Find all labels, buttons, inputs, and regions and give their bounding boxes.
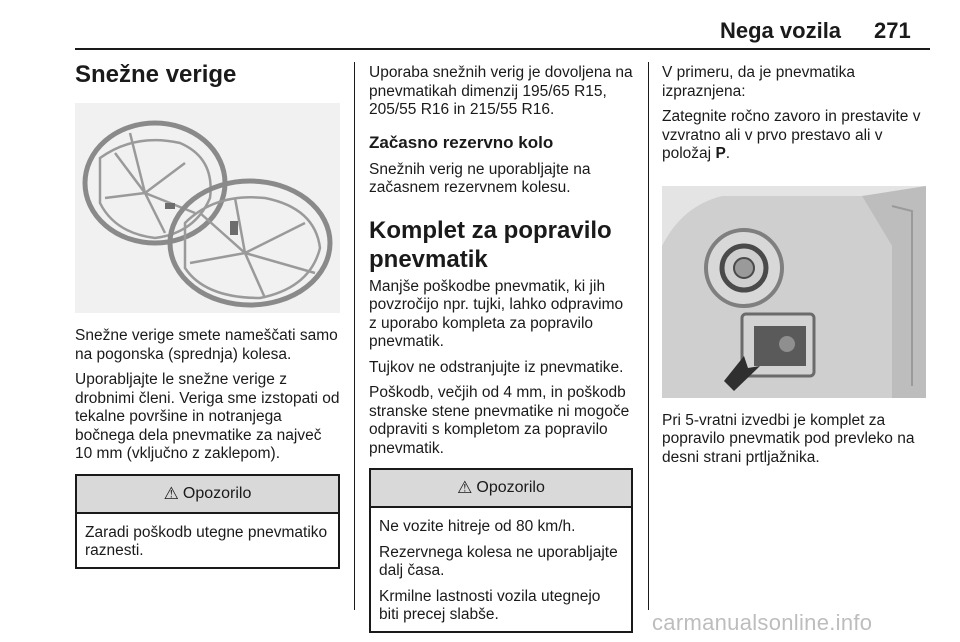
warning-triangle-icon: ⚠ bbox=[163, 483, 179, 503]
section-heading: Komplet za popravilo pnevmatik bbox=[369, 216, 612, 273]
trunk-repair-kit-illustration bbox=[662, 186, 926, 398]
paragraph: Snežne verige smete nameščati samo na pogonska (sprednja) kolesa. bbox=[75, 327, 338, 363]
paragraph bbox=[662, 108, 932, 164]
warning-text: Krmilne lastnosti vozila utegnejo biti precej slabše. bbox=[379, 587, 601, 623]
paragraph: Poškodb, večjih od 4 mm, in poškodb stranske stene pnevmatike ni mogoče odpraviti s kompletom za popravilo pnevmatik. bbox=[369, 384, 630, 457]
header-rule bbox=[75, 48, 930, 50]
warning-triangle-icon: ⚠ bbox=[457, 478, 473, 497]
warning-header bbox=[371, 470, 631, 508]
warning-header bbox=[77, 476, 338, 514]
warning-box bbox=[369, 468, 633, 633]
column-3 bbox=[662, 60, 932, 467]
paragraph: Uporaba snežnih verig je dovoljena na pnevmatikah dimenzij 195/65 R15, 205/55 R16 in 215/55 R16. bbox=[369, 64, 633, 118]
warning-text: Rezervnega kolesa ne uporabljajte dalj časa. bbox=[379, 543, 618, 579]
paragraph-text: Zategnite ročno zavoro in prestavite v vzvratno ali v prvo prestavo ali v položaj bbox=[662, 108, 921, 162]
warning-text: Zaradi poškodb utegne pnevmatiko raznesti. bbox=[85, 523, 328, 559]
warning-title: Opozorilo bbox=[182, 484, 252, 502]
column-divider bbox=[354, 62, 355, 610]
watermark: carmanualsonline.info bbox=[652, 610, 873, 635]
paragraph: V primeru, da je pnevmatika izpraznjena: bbox=[662, 64, 855, 100]
warning-box bbox=[75, 474, 340, 569]
warning-text: Ne vozite hitreje od 80 km/h. bbox=[379, 518, 576, 535]
gear-position-label: P bbox=[715, 145, 726, 162]
page-number: 271 bbox=[874, 18, 911, 43]
column-divider bbox=[648, 62, 649, 610]
warning-body bbox=[77, 514, 338, 567]
subheading: Začasno rezervno kolo bbox=[369, 132, 554, 152]
paragraph: Snežnih verig ne uporabljajte na začasnem rezervnem kolesu. bbox=[369, 160, 591, 196]
paragraph: Uporabljajte le snežne verige z drobnimi členi. Veriga sme izstopati od tekalne površine in notranjega bočnega dela pnevmatike za največ 10 mm (vključno z zaklepom). bbox=[75, 371, 340, 462]
warning-body bbox=[371, 508, 631, 631]
paragraph: Manjše poškodbe pnevmatik, ki jih povzročijo npr. tujki, lahko odpravimo z uporabo kompleta za popravilo pnevmatik. bbox=[369, 277, 624, 350]
warning-title: Opozorilo bbox=[476, 479, 545, 496]
column-2 bbox=[369, 60, 633, 633]
column-1 bbox=[75, 60, 340, 569]
page-header-title: Nega vozila bbox=[720, 18, 842, 43]
paragraph: Pri 5-vratni izvedbi je komplet za popravilo pnevmatik pod prevleko na desni strani prtljažnika. bbox=[662, 411, 915, 466]
paragraph-text: . bbox=[725, 145, 731, 162]
paragraph: Tujkov ne odstranjujte iz pnevmatike. bbox=[369, 358, 624, 376]
section-heading: Snežne verige bbox=[75, 61, 237, 88]
snow-chains-illustration bbox=[75, 103, 340, 313]
